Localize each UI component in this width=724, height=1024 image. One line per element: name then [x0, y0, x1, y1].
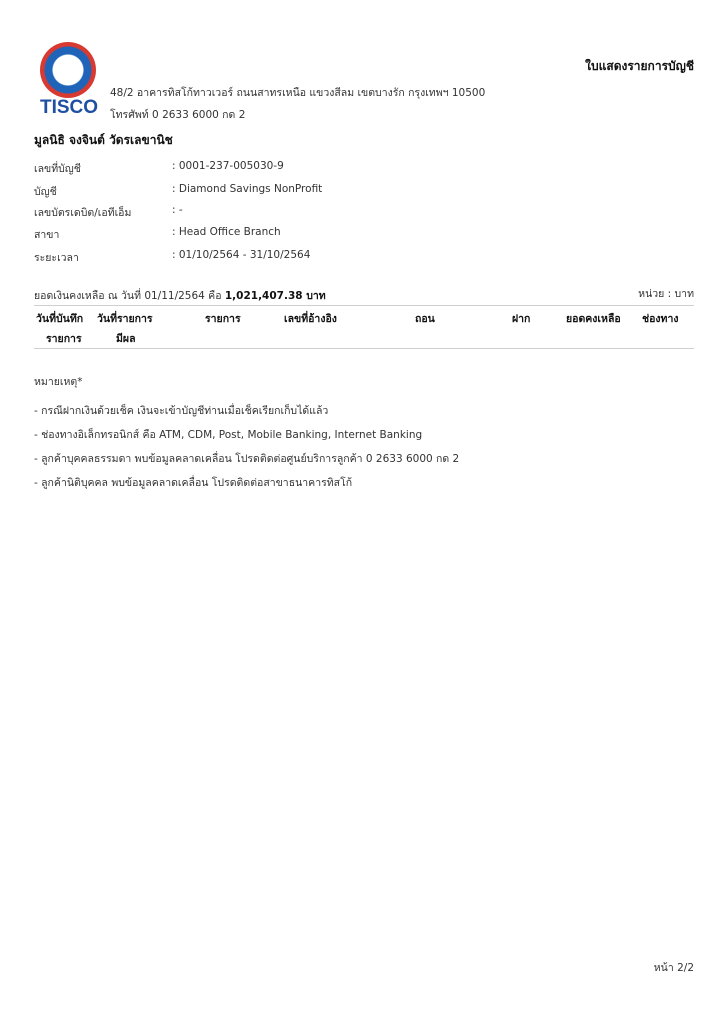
header-reference: เลขที่อ้างอิง: [284, 313, 337, 325]
tisco-logo-text: TISCO: [39, 97, 99, 118]
card-number-value: : -: [172, 204, 183, 216]
note-item: - ลูกค้าบุคคลธรรมดา พบข้อมูลคลาดเคลื่อน โปรดติดต่อศูนย์บริการลูกค้า 0 2633 6000 กด 2: [34, 453, 460, 465]
table-header-divider: [34, 348, 694, 349]
balance-summary: [34, 287, 326, 304]
header-deposit: ฝาก: [512, 313, 531, 325]
document-title: ใบแสดงรายการบัญชี: [585, 59, 694, 73]
header-post-date: [36, 309, 83, 349]
header-effective-date-line1: วันที่รายการ: [97, 313, 153, 325]
note-item: - ช่องทางอิเล็กทรอนิกส์ คือ ATM, CDM, Post, Mobile Banking, Internet Banking: [34, 429, 423, 441]
account-number-value: : 0001-237-005030-9: [172, 160, 284, 172]
bank-address: 48/2 อาคารทิสโก้ทาวเวอร์ ถนนสาทรเหนือ แขวงสีลม เขตบางรัก กรุงเทพฯ 10500: [110, 87, 486, 99]
note-item: - ลูกค้านิติบุคคล พบข้อมูลคลาดเคลื่อน โปรดติดต่อสาขาธนาคารทิสโก้: [34, 477, 353, 489]
note-item: - กรณีฝากเงินด้วยเช็ค เงินจะเข้าบัญชีท่านเมื่อเช็คเรียกเก็บได้แล้ว: [34, 405, 329, 417]
tisco-logo-ring-icon: [40, 42, 96, 98]
unit-label: หน่วย : บาท: [638, 288, 694, 300]
account-holder-name: มูลนิธิ จงจินต์ วัดรเลขานิช: [34, 133, 173, 147]
header-post-date-line2: รายการ: [46, 333, 82, 345]
notes-title: หมายเหตุ*: [34, 376, 83, 388]
header-effective-date-line2: มีผล: [116, 333, 136, 345]
balance-prefix: ยอดเงินคงเหลือ ณ วันที่ 01/11/2564 คือ: [34, 290, 222, 302]
account-type-value: : Diamond Savings NonProfit: [172, 183, 323, 195]
header-balance: ยอดคงเหลือ: [566, 313, 621, 325]
branch-label: สาขา: [34, 229, 60, 241]
period-label: ระยะเวลา: [34, 252, 79, 264]
card-number-label: เลขบัตรเดบิต/เอทีเอ็ม: [34, 207, 132, 219]
header-description: รายการ: [205, 313, 241, 325]
header-withdraw: ถอน: [415, 313, 435, 325]
page-number: หน้า 2/2: [653, 962, 694, 974]
header-channel: ช่องทาง: [642, 313, 679, 325]
table-top-divider: [34, 305, 694, 306]
tisco-logo: [34, 42, 104, 120]
period-value: : 01/10/2564 - 31/10/2564: [172, 249, 311, 261]
account-number-label: เลขที่บัญชี: [34, 163, 81, 175]
balance-amount: 1,021,407.38 บาท: [224, 290, 326, 302]
header-effective-date: [97, 309, 153, 349]
account-type-label: บัญชี: [34, 186, 57, 198]
header-post-date-line1: วันที่บันทึก: [36, 313, 84, 325]
bank-phone: โทรศัพท์ 0 2633 6000 กด 2: [110, 109, 246, 121]
branch-value: : Head Office Branch: [172, 226, 281, 238]
